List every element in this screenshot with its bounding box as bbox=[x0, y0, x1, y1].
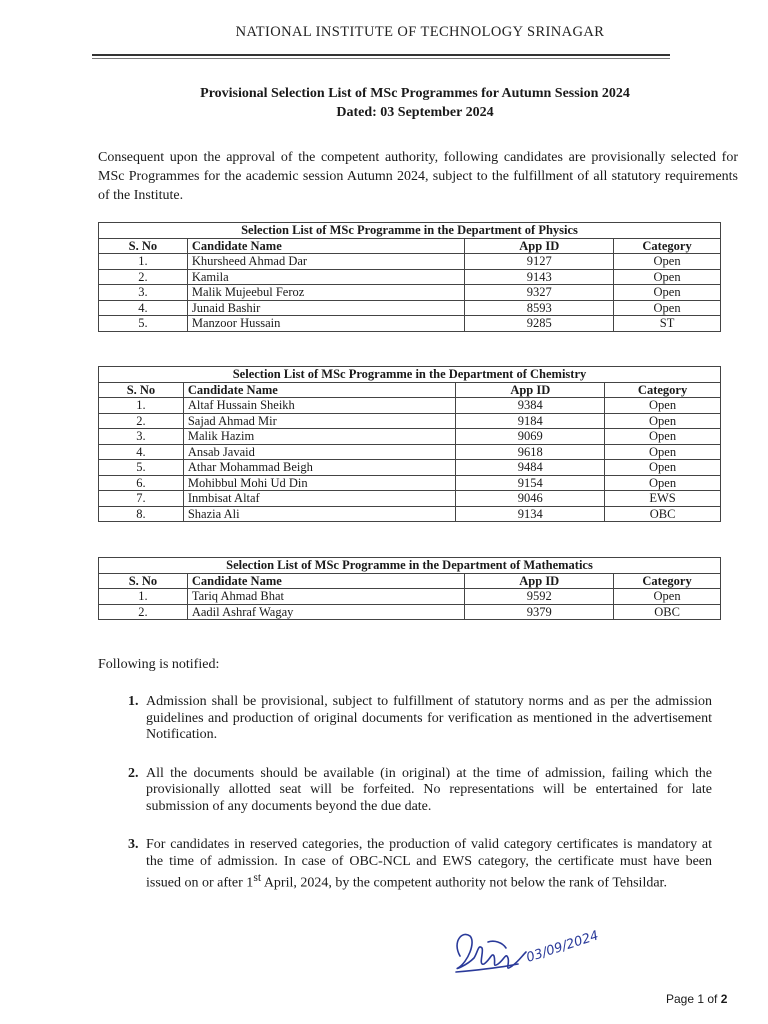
cell-sno: 1. bbox=[99, 398, 184, 414]
col-sno: S. No bbox=[99, 382, 184, 398]
institute-name: NATIONAL INSTITUTE OF TECHNOLOGY SRINAGAR bbox=[235, 24, 605, 40]
table-header-row bbox=[99, 238, 721, 254]
page-prefix: Page bbox=[666, 992, 698, 1006]
cell-category: Open bbox=[605, 413, 721, 429]
title-date: Dated: 03 September 2024 bbox=[336, 105, 494, 120]
cell-name: Junaid Bashir bbox=[187, 300, 465, 316]
cell-app-id: 9484 bbox=[456, 460, 605, 476]
cell-category: OBC bbox=[605, 506, 721, 522]
table-header-row bbox=[99, 573, 721, 589]
cell-name: Manzoor Hussain bbox=[187, 316, 465, 332]
col-name: Candidate Name bbox=[187, 238, 465, 254]
cell-sno: 3. bbox=[99, 429, 184, 445]
cell-app-id: 9285 bbox=[465, 316, 614, 332]
notes-list bbox=[112, 694, 712, 914]
table-row bbox=[99, 429, 721, 445]
cell-category: Open bbox=[614, 589, 721, 605]
cell-sno: 2. bbox=[99, 413, 184, 429]
cell-app-id: 9384 bbox=[456, 398, 605, 414]
cell-app-id: 9618 bbox=[456, 444, 605, 460]
cell-name: Athar Mohammad Beigh bbox=[183, 460, 456, 476]
col-category: Category bbox=[614, 573, 721, 589]
table-row bbox=[99, 589, 721, 605]
signature-image bbox=[448, 922, 604, 982]
page-number bbox=[666, 992, 727, 1006]
cell-sno: 3. bbox=[99, 285, 188, 301]
cell-app-id: 9379 bbox=[465, 604, 614, 620]
cell-category: Open bbox=[605, 444, 721, 460]
cell-category: EWS bbox=[605, 491, 721, 507]
cell-name: Malik Mujeebul Feroz bbox=[187, 285, 465, 301]
col-app-id: App ID bbox=[465, 238, 614, 254]
cell-category: Open bbox=[614, 254, 721, 270]
cell-sno: 7. bbox=[99, 491, 184, 507]
cell-name: Kamila bbox=[187, 269, 465, 285]
cell-name: Mohibbul Mohi Ud Din bbox=[183, 475, 456, 491]
col-app-id: App ID bbox=[456, 382, 605, 398]
page-current: 1 bbox=[697, 992, 705, 1006]
cell-name: Sajad Ahmad Mir bbox=[183, 413, 456, 429]
table-row bbox=[99, 460, 721, 476]
cell-sno: 8. bbox=[99, 506, 184, 522]
cell-sno: 5. bbox=[99, 460, 184, 476]
cell-category: Open bbox=[614, 269, 721, 285]
cell-app-id: 9046 bbox=[456, 491, 605, 507]
cell-sno: 4. bbox=[99, 300, 188, 316]
table-header-row bbox=[99, 382, 721, 398]
cell-sno: 1. bbox=[99, 589, 188, 605]
col-app-id: App ID bbox=[465, 573, 614, 589]
cell-app-id: 9069 bbox=[456, 429, 605, 445]
note-item: 2. All the documents should be available (in original) at the time of admission, failing which the provisionally allotted seat will be forfeited. No representations will be entertained for late submission of any documents beyond the due date. bbox=[142, 766, 712, 816]
cell-app-id: 9154 bbox=[456, 475, 605, 491]
cell-app-id: 9184 bbox=[456, 413, 605, 429]
cell-sno: 2. bbox=[99, 269, 188, 285]
cell-category: Open bbox=[614, 300, 721, 316]
table-row bbox=[99, 316, 721, 332]
table-row bbox=[99, 300, 721, 316]
intro-paragraph: Consequent upon the approval of the competent authority, following candidates are provisionally selected for MSc Programmes for the academic session Autumn 2024, subject to the fulfillment of all statutory requirements of the Institute. bbox=[98, 150, 738, 203]
cell-name: Altaf Hussain Sheikh bbox=[183, 398, 456, 414]
cell-app-id: 9592 bbox=[465, 589, 614, 605]
cell-category: Open bbox=[605, 429, 721, 445]
cell-sno: 5. bbox=[99, 316, 188, 332]
cell-name: Inmbisat Altaf bbox=[183, 491, 456, 507]
cell-sno: 1. bbox=[99, 254, 188, 270]
cell-app-id: 9327 bbox=[465, 285, 614, 301]
cell-category: OBC bbox=[614, 604, 721, 620]
page-of: of bbox=[704, 992, 721, 1006]
cell-category: Open bbox=[605, 460, 721, 476]
page-total: 2 bbox=[720, 992, 728, 1006]
note-text: April, 2024, by the competent authority not below the rank of Tehsildar. bbox=[261, 875, 667, 891]
table-caption: Selection List of MSc Programme in the Department of Mathematics bbox=[99, 558, 721, 574]
table-row bbox=[99, 254, 721, 270]
col-category: Category bbox=[614, 238, 721, 254]
cell-sno: 2. bbox=[99, 604, 188, 620]
col-sno: S. No bbox=[99, 238, 188, 254]
cell-sno: 6. bbox=[99, 475, 184, 491]
col-category: Category bbox=[605, 382, 721, 398]
col-name: Candidate Name bbox=[187, 573, 465, 589]
cell-name: Khursheed Ahmad Dar bbox=[187, 254, 465, 270]
note-item bbox=[142, 837, 712, 892]
col-sno: S. No bbox=[99, 573, 188, 589]
cell-name: Aadil Ashraf Wagay bbox=[187, 604, 465, 620]
chemistry-selection-table bbox=[98, 366, 721, 522]
physics-selection-table bbox=[98, 222, 721, 332]
table-row bbox=[99, 475, 721, 491]
table-caption: Selection List of MSc Programme in the Department of Physics bbox=[99, 223, 721, 239]
table-row bbox=[99, 506, 721, 522]
cell-app-id: 9143 bbox=[465, 269, 614, 285]
note-text: For candidates in reserved categories, the production of valid category certificates is mandatory at the time of admission. In case of OBC-NCL and EWS category, the certificate must have been issued on or after 1 bbox=[146, 837, 712, 891]
notified-heading: Following is notified: bbox=[98, 657, 220, 672]
table-row bbox=[99, 269, 721, 285]
document-title bbox=[70, 84, 760, 122]
note-item: 1. Admission shall be provisional, subject to fulfillment of statutory norms and as per the admission guidelines and production of original documents for verification as mentioned in the advertisement Notification. bbox=[142, 694, 712, 744]
table-caption: Selection List of MSc Programme in the Department of Chemistry bbox=[99, 367, 721, 383]
table-row bbox=[99, 285, 721, 301]
cell-name: Tariq Ahmad Bhat bbox=[187, 589, 465, 605]
cell-name: Malik Hazim bbox=[183, 429, 456, 445]
header-rule bbox=[92, 54, 670, 59]
cell-app-id: 8593 bbox=[465, 300, 614, 316]
table-row bbox=[99, 491, 721, 507]
cell-sno: 4. bbox=[99, 444, 184, 460]
cell-category: Open bbox=[614, 285, 721, 301]
signature-date: 03/09/2024 bbox=[524, 928, 601, 966]
cell-category: Open bbox=[605, 398, 721, 414]
table-row bbox=[99, 398, 721, 414]
cell-name: Shazia Ali bbox=[183, 506, 456, 522]
cell-category: Open bbox=[605, 475, 721, 491]
cell-category: ST bbox=[614, 316, 721, 332]
cell-app-id: 9127 bbox=[465, 254, 614, 270]
col-name: Candidate Name bbox=[183, 382, 456, 398]
table-row bbox=[99, 413, 721, 429]
ordinal-suffix: st bbox=[253, 871, 262, 884]
mathematics-selection-table bbox=[98, 557, 721, 620]
cell-name: Ansab Javaid bbox=[183, 444, 456, 460]
cell-app-id: 9134 bbox=[456, 506, 605, 522]
title-line-1: Provisional Selection List of MSc Programmes for Autumn Session 2024 bbox=[200, 86, 630, 101]
table-row bbox=[99, 604, 721, 620]
table-row bbox=[99, 444, 721, 460]
